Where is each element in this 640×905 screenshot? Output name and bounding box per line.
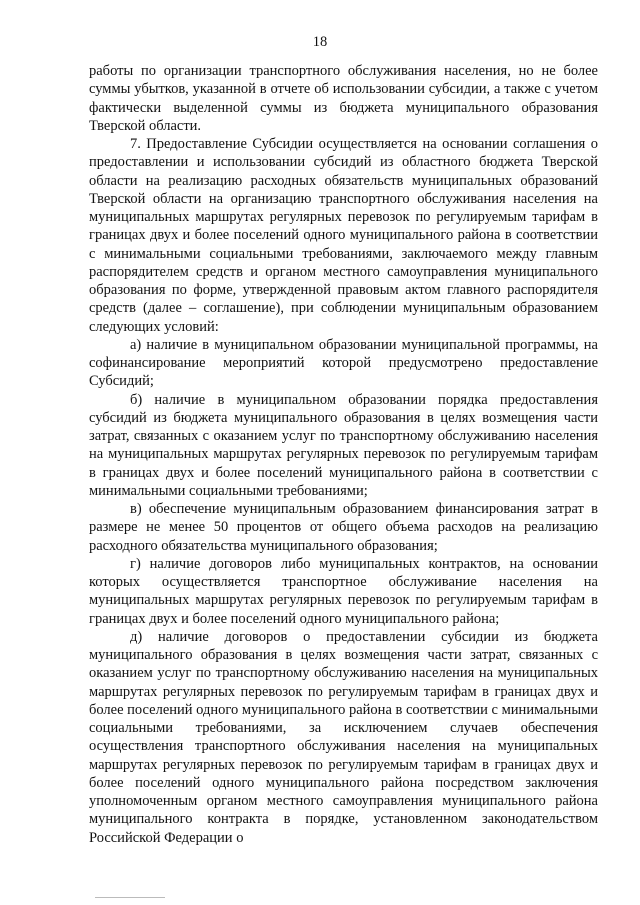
paragraph-condition-g: г) наличие договоров либо муниципальных контрактов, на основании которых осуществляется транспортное обслуживание населения на муниципальных маршрутах регулярных перевозок по регулируемым тарифам в границах двух и более поселений одного муниципального района;	[89, 555, 598, 627]
paragraph-condition-b: б) наличие в муниципальном образовании порядка предоставления субсидий из бюджета муниципального образования в целях возмещения части затрат, связанных с оказанием услуг по транспортному обслуживанию населения на муниципальных маршрутах регулярных перевозок по регулируемым тарифам в границах двух и более поселений муниципального района в соответствии с минимальными социальными требованиями;	[89, 391, 598, 499]
paragraph-condition-v: в) обеспечение муниципальным образованием финансирования затрат в размере не менее 50 процентов от общего объема расходов на реализацию расходного обязательства муниципального образования;	[89, 501, 598, 554]
footer-divider	[95, 897, 165, 898]
page-number: 18	[312, 34, 328, 50]
paragraph-condition-d: д) наличие договоров о предоставлении субсидии из бюджета муниципального образования в целях возмещения части затрат, связанных с оказанием услуг по транспортному обслуживанию населения на муниципальных маршрутах регулярных перевозок по регулируемым тарифам в границах двух и более поселений одного муниципального района в соответствии с минимальными социальными требованиями, за исключением случаев обеспечения осуществления транспортного обслуживания населения на муниципальных маршрутах регулярных перевозок по регулируемым тарифам в границах двух и более поселений одного муниципального района посредством заключения уполномоченным органом местного самоуправления муниципального района муниципального контракта в порядке, установленном законодательством Российской Федерации о	[89, 628, 598, 846]
paragraph-item-7: 7. Предоставление Субсидии осуществляется на основании соглашения о предоставлении и использовании субсидий из областного бюджета Тверской области на реализацию расходных обязательств муниципальных образований Тверской области на организацию транспортного обслуживания населения на муниципальных маршрутах регулярных перевозок по регулируемым тарифам в границах двух и более поселений одного муниципального района в соответствии с минимальными социальными требованиями, заключаемого между главным распорядителем средств и органом местного самоуправления муниципального образования по форме, утвержденной правовым актом главного распорядителя средств (далее – соглашение), при соблюдении муниципальным образованием следующих условий:	[89, 136, 598, 335]
paragraph-continuation: работы по организации транспортного обслуживания населения, но не более суммы убытков, указанной в отчете об использовании субсидии, а также с учетом фактически выделенной суммы из бюджета муниципального образования Тверской области.	[89, 63, 598, 134]
document-body	[89, 62, 598, 847]
paragraph-condition-a: а) наличие в муниципальном образовании муниципальной программы, на софинансирование мероприятий которой предусмотрено предоставление Субсидий;	[89, 336, 598, 390]
